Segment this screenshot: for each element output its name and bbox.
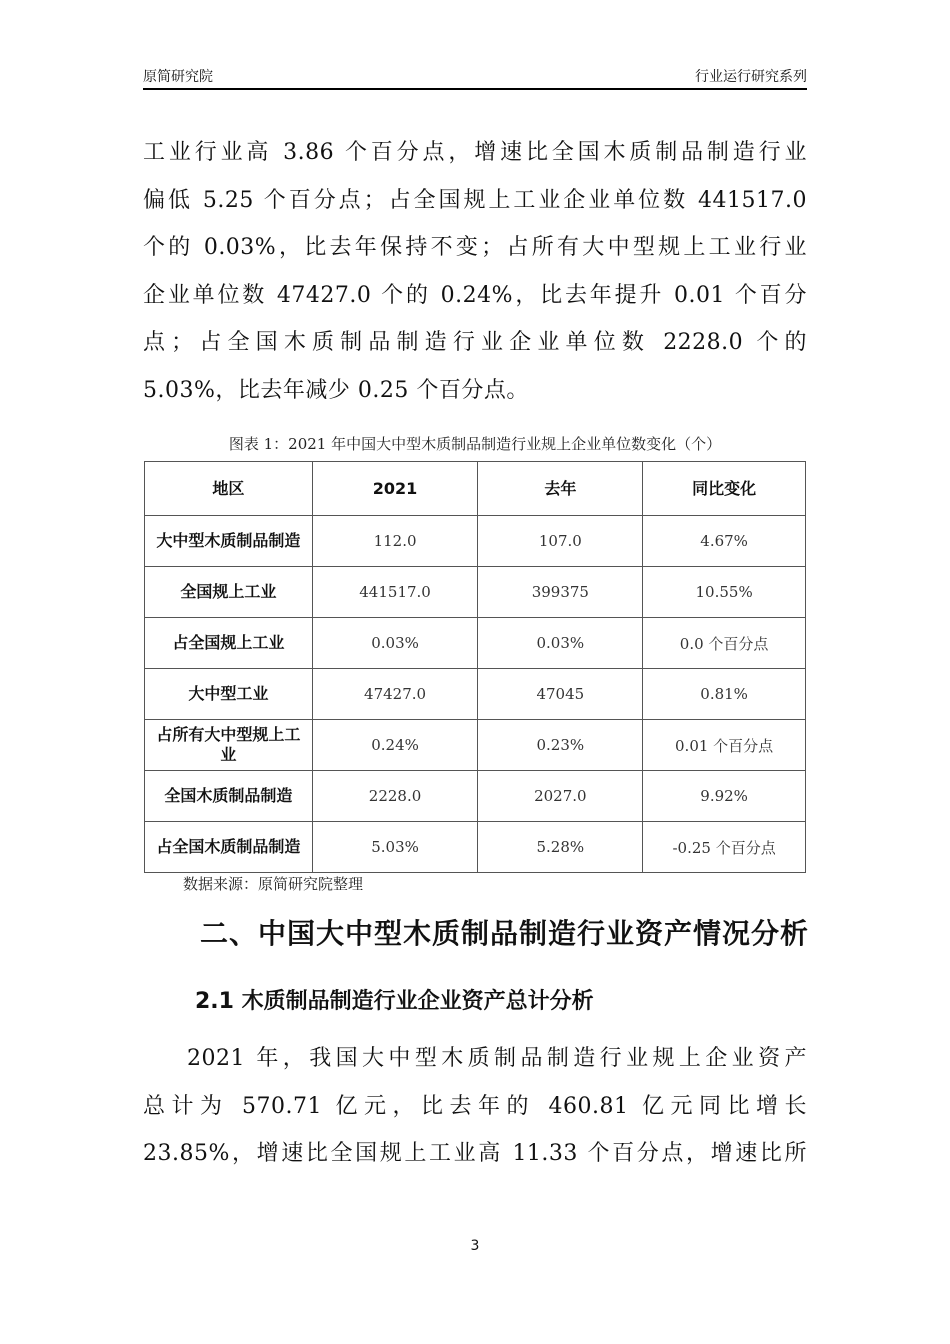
text-line: 点；占全国木质制品制造行业企业单位数 2228.0 个的 [143, 330, 807, 355]
table-header-row [145, 462, 806, 516]
row-label: 全国规上工业 [145, 567, 313, 618]
page-header [143, 64, 807, 90]
text-line: 2021 年，我国大中型木质制品制造行业规上企业资产 [187, 1046, 807, 1071]
text-line: 个的 0.03%，比去年保持不变；占所有大中型规上工业行业 [143, 235, 807, 260]
table-row [145, 567, 806, 618]
column-header: 去年 [478, 462, 643, 516]
section-heading: 二、中国大中型木质制品制造行业资产情况分析 [200, 917, 810, 950]
text-line: 企业单位数 47427.0 个的 0.24%，比去年提升 0.01 个百分 [143, 282, 807, 308]
cell-last-year: 0.23% [478, 720, 643, 771]
page-number: 3 [470, 1238, 480, 1254]
cell-yoy: 0.81% [643, 669, 806, 720]
cell-yoy: 4.67% [643, 516, 806, 567]
text-line: 23.85%，增速比全国规上工业高 11.33 个百分点，增速比所 [143, 1141, 807, 1166]
enterprise-count-table [144, 461, 806, 873]
row-label: 大中型木质制品制造 [145, 516, 313, 567]
cell-last-year: 0.03% [478, 618, 643, 669]
row-label: 占所有大中型规上工业 [145, 720, 313, 771]
cell-last-year: 2027.0 [478, 771, 643, 822]
text-line: 总计为 570.71 亿元，比去年的 460.81 亿元同比增长 [143, 1093, 807, 1119]
body-paragraph-2 [143, 1035, 807, 1178]
cell-last-year: 47045 [478, 669, 643, 720]
row-label: 大中型工业 [145, 669, 313, 720]
text-line: 偏低 5.25 个百分点；占全国规上工业企业单位数 441517.0 [143, 187, 807, 213]
table-row [145, 618, 806, 669]
cell-yoy: 9.92% [643, 771, 806, 822]
cell-2021: 5.03% [312, 822, 478, 873]
cell-yoy: 0.0 个百分点 [643, 618, 806, 669]
cell-last-year: 399375 [478, 567, 643, 618]
cell-last-year: 5.28% [478, 822, 643, 873]
cell-2021: 2228.0 [312, 771, 478, 822]
cell-2021: 0.03% [312, 618, 478, 669]
cell-2021: 441517.0 [312, 567, 478, 618]
table-row [145, 822, 806, 873]
table-row [145, 516, 806, 567]
table-row [145, 669, 806, 720]
cell-2021: 0.24% [312, 720, 478, 771]
table-caption: 图表 1：2021 年中国大中型木质制品制造行业规上企业单位数变化（个） [228, 435, 722, 453]
column-header: 同比变化 [643, 462, 806, 516]
body-paragraph-1 [143, 129, 807, 414]
column-header: 地区 [145, 462, 313, 516]
row-label: 占全国规上工业 [145, 618, 313, 669]
subsection-heading: 2.1 木质制品制造行业企业资产总计分析 [195, 989, 594, 1014]
row-label: 占全国木质制品制造 [145, 822, 313, 873]
column-header: 2021 [312, 462, 478, 516]
cell-2021: 112.0 [312, 516, 478, 567]
cell-yoy: 0.01 个百分点 [643, 720, 806, 771]
cell-last-year: 107.0 [478, 516, 643, 567]
cell-yoy: -0.25 个百分点 [643, 822, 806, 873]
header-org: 原简研究院 [143, 69, 213, 85]
text-line: 工业行业高 3.86 个百分点，增速比全国木质制品制造行业 [143, 140, 807, 165]
cell-2021: 47427.0 [312, 669, 478, 720]
text-line: 5.03%，比去年减少 0.25 个百分点。 [143, 377, 529, 403]
header-series: 行业运行研究系列 [695, 69, 807, 85]
row-label: 全国木质制品制造 [145, 771, 313, 822]
table-row [145, 720, 806, 771]
table-row [145, 771, 806, 822]
cell-yoy: 10.55% [643, 567, 806, 618]
data-source-note: 数据来源：原简研究院整理 [183, 875, 364, 893]
